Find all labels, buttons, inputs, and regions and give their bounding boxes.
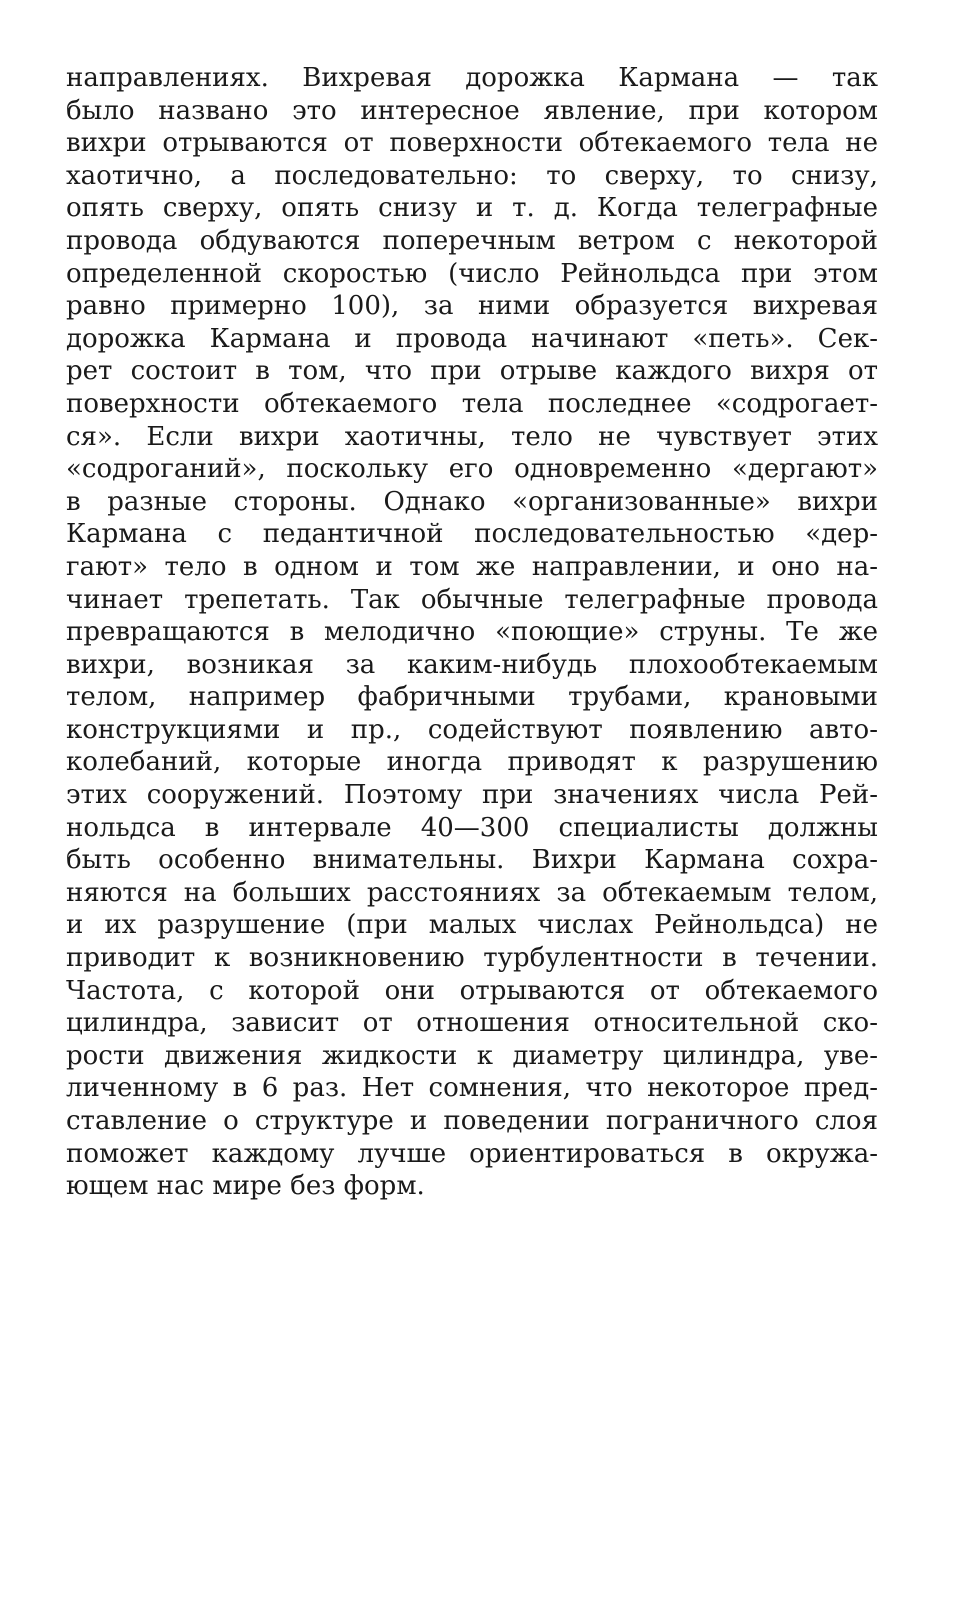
text-line: няются на больших расстояниях за обтекаемым телом, xyxy=(66,877,878,908)
text-line: нольдса в интервале 40—300 специалисты должны xyxy=(66,812,878,843)
text-line: «содроганий», поскольку его одновременно «дергают» xyxy=(66,454,878,485)
text-line: чинает трепетать. Так обычные телеграфные провода xyxy=(66,584,878,615)
text-line: определенной скоростью (число Рейнольдса при этом xyxy=(66,258,878,289)
text-line: конструкциями и пр., содействуют появлению авто- xyxy=(66,714,878,745)
text-line: быть особенно внимательны. Вихри Кармана сохра- xyxy=(66,845,878,876)
text-line: опять сверху, опять снизу и т. д. Когда телеграфные xyxy=(66,193,878,224)
text-line: было названо это интересное явление, при котором xyxy=(66,95,878,126)
text-line: рости движения жидкости к диаметру цилиндра, уве- xyxy=(66,1040,878,1071)
text-line: ющем нас мире без форм. xyxy=(66,1171,425,1202)
text-line: равно примерно 100), за ними образуется вихревая xyxy=(66,291,878,322)
text-line: ставление о структуре и поведении пограничного слоя xyxy=(66,1106,878,1136)
text-line: колебаний, которые иногда приводят к разрушению xyxy=(66,747,878,778)
text-line: дорожка Кармана и провода начинают «петь». Сек- xyxy=(66,323,878,354)
text-line: вихри, возникая за каким-нибудь плохообтекаемым xyxy=(66,649,878,680)
text-line: гают» тело в одном и том же направлении, и оно на- xyxy=(66,551,878,582)
text-line: Частота, с которой они отрываются от обтекаемого xyxy=(66,975,878,1006)
text-line: рет состоит в том, что при отрыве каждого вихря от xyxy=(66,356,878,387)
text-line: поверхности обтекаемого тела последнее «содрогает- xyxy=(66,388,878,419)
text-line: поможет каждому лучше ориентироваться в окружа- xyxy=(66,1138,878,1169)
text-line: телом, например фабричными трубами, крановыми xyxy=(66,682,878,713)
text-line: ся». Если вихри хаотичны, тело не чувствует этих xyxy=(66,421,878,452)
text-line: провода обдуваются поперечным ветром с некоторой xyxy=(66,225,878,256)
body-text xyxy=(66,62,878,1203)
text-line: хаотично, а последовательно: то сверху, то снизу, xyxy=(66,160,878,191)
text-line: вихри отрываются от поверхности обтекаемого тела не xyxy=(66,128,878,159)
text-line: и их разрушение (при малых числах Рейнольдса) не xyxy=(66,910,878,941)
text-line: в разные стороны. Однако «организованные» вихри xyxy=(66,486,878,517)
text-line: приводит к возникновению турбулентности в течении. xyxy=(66,943,878,974)
text-line: этих сооружений. Поэтому при значениях числа Рей- xyxy=(66,780,878,811)
text-line: превращаются в мелодично «поющие» струны. Те же xyxy=(66,617,878,648)
text-line: направлениях. Вихревая дорожка Кармана — так xyxy=(66,63,878,93)
text-line: Кармана с педантичной последовательностью «дер- xyxy=(66,519,878,550)
text-line: цилиндра, зависит от отношения относительной ско- xyxy=(66,1008,878,1039)
text-line: личенному в 6 раз. Нет сомнения, что некоторое пред- xyxy=(66,1073,878,1104)
